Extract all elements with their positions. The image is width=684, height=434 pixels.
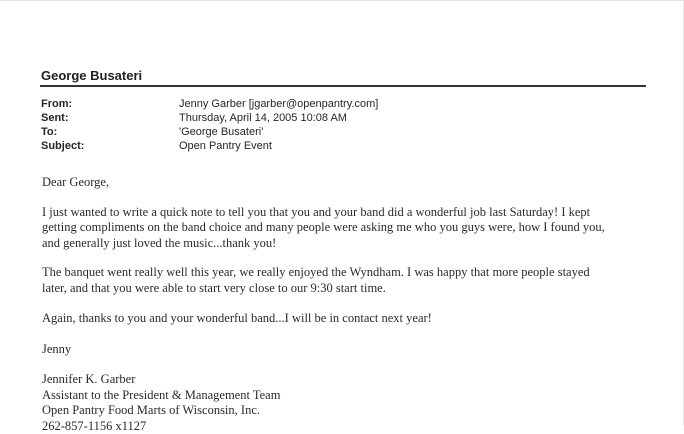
signature-company: Open Pantry Food Marts of Wisconsin, Inc.: [42, 403, 642, 419]
email-body: [42, 175, 642, 434]
paragraph-banquet: [42, 265, 642, 296]
recipient-name: George Busateri: [41, 68, 142, 83]
to-label: To:: [41, 125, 57, 139]
closing-name: Jenny: [42, 342, 642, 358]
subject-value: Open Pantry Event: [179, 139, 272, 153]
paragraph-line: getting compliments on the band choice and many people were asking me who you guys were, how I found you,: [42, 220, 642, 236]
scan-edge-top: [0, 0, 684, 1]
sent-value: Thursday, April 14, 2005 10:08 AM: [179, 111, 347, 125]
signature-title: Assistant to the President & Management Team: [42, 388, 642, 404]
paragraph-line: and generally just loved the music...thank you!: [42, 236, 642, 252]
paragraph-line: I just wanted to write a quick note to tell you that you and your band did a wonderful job last Saturday! I kept: [42, 205, 642, 221]
paragraph-thanks: Again, thanks to you and your wonderful band...I will be in contact next year!: [42, 311, 642, 327]
paragraph-line: The banquet went really well this year, we really enjoyed the Wyndham. I was happy that more people stayed: [42, 265, 642, 281]
greeting: Dear George,: [42, 175, 642, 191]
from-label: From:: [41, 97, 72, 111]
header-divider: [40, 85, 646, 87]
paragraph-compliments: [42, 205, 642, 252]
signature-name: Jennifer K. Garber: [42, 372, 642, 388]
subject-label: Subject:: [41, 139, 84, 153]
signature-block: [42, 372, 642, 434]
to-value: 'George Busateri': [179, 125, 263, 139]
signature-phone: 262-857-1156 x1127: [42, 419, 642, 434]
sent-label: Sent:: [41, 111, 69, 125]
from-value: Jenny Garber [jgarber@openpantry.com]: [179, 97, 378, 111]
paragraph-line: later, and that you were able to start very close to our 9:30 start time.: [42, 281, 642, 297]
